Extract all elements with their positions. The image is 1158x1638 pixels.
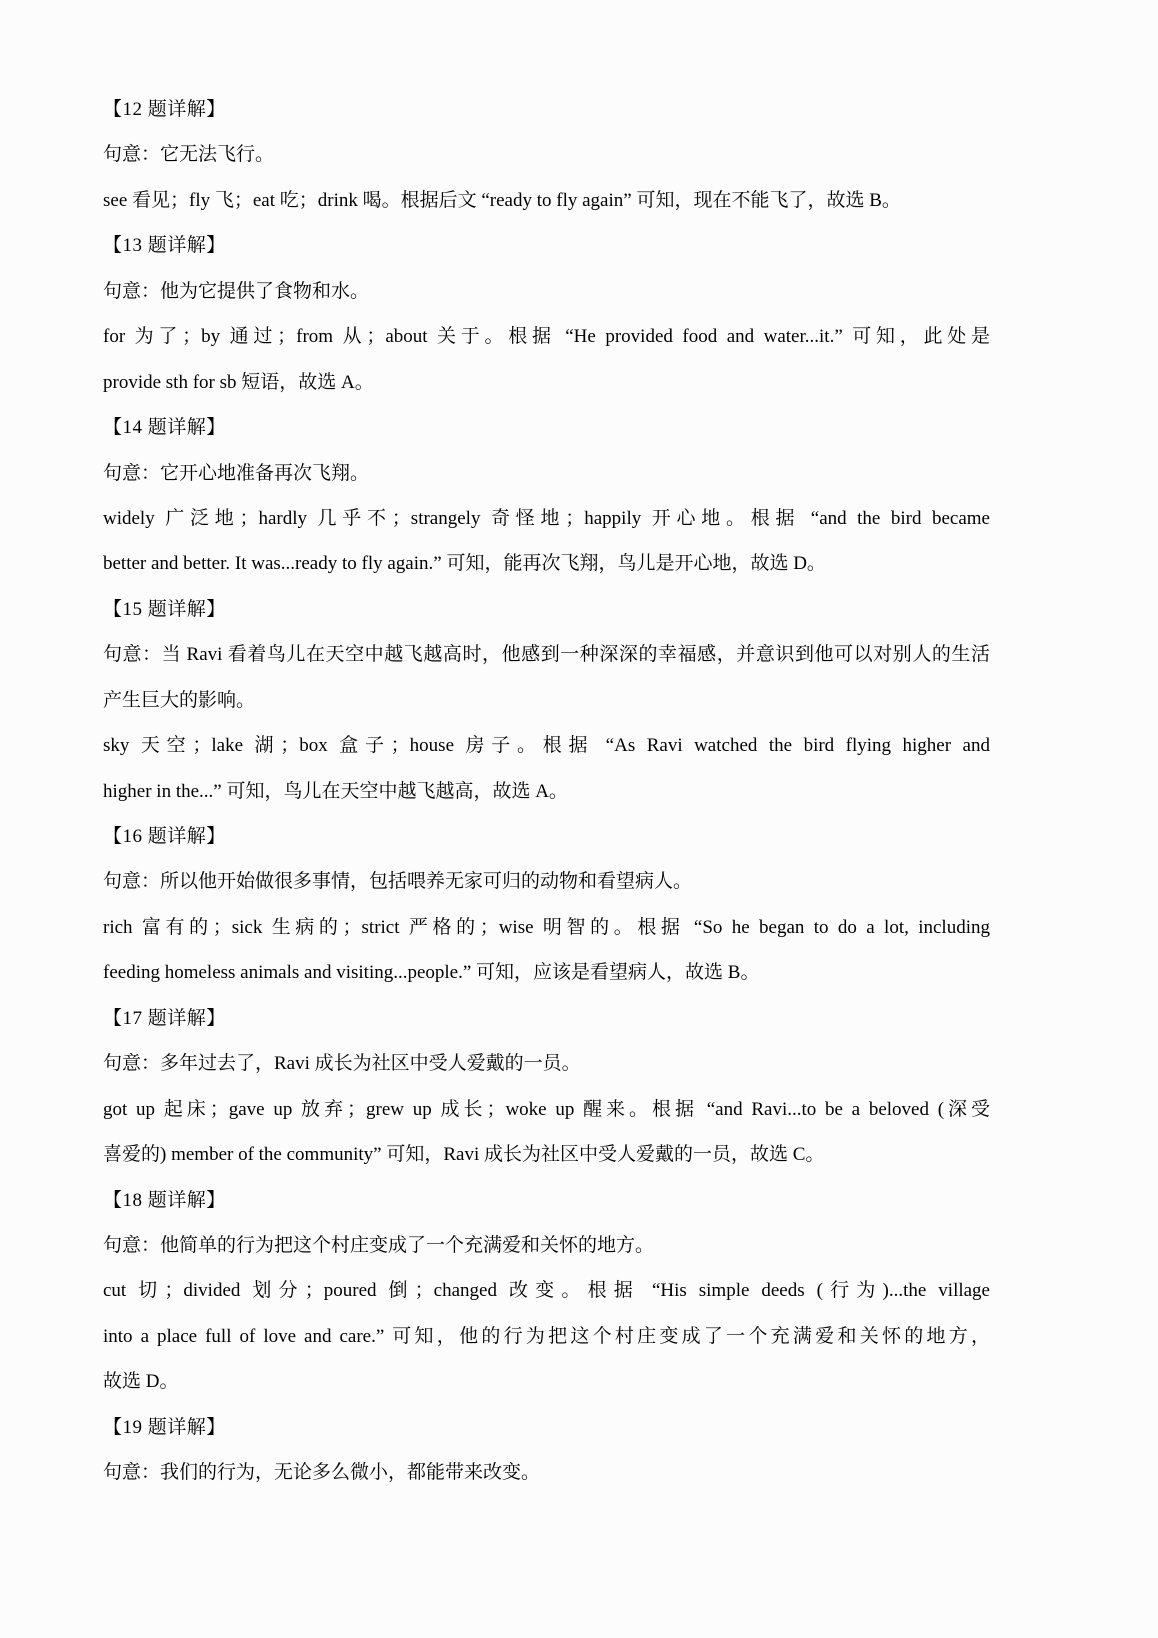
section-18-line-4: 故选 D。 xyxy=(103,1371,179,1393)
section-14-heading: 【14 题详解】 xyxy=(103,417,226,439)
section-17-line-1: 句意：多年过去了，Ravi 成长为社区中受人爱戴的一员。 xyxy=(103,1053,581,1075)
section-18-heading: 【18 题详解】 xyxy=(103,1189,226,1211)
section-15-line-4: higher in the...” 可知，鸟儿在天空中越飞越高，故选 A。 xyxy=(103,780,568,802)
section-12-line-1: 句意：它无法飞行。 xyxy=(103,144,275,166)
section-16-heading: 【16 题详解】 xyxy=(103,826,226,847)
section-19-heading: 【19 题详解】 xyxy=(103,1416,226,1438)
section-14-line-3: better and better. It was...ready to fly again.” 可知，能再次飞翔，鸟儿是开心地，故选 D。 xyxy=(103,553,826,575)
section-15-line-1: 句意：当 Ravi 看着鸟儿在天空中越飞越高时，他感到一种深深的幸福感，并意识到他可以对别人的生活 xyxy=(103,644,990,666)
section-14-line-1: 句意：它开心地准备再次飞翔。 xyxy=(103,462,370,484)
document-content xyxy=(103,87,990,1496)
section-13-line-2: for 为了；by 通过；from 从；about 关于。根据 “He provided food and water...it.” 可知，此处是 xyxy=(103,326,990,348)
section-16-line-1: 句意：所以他开始做很多事情，包括喂养无家可归的动物和看望病人。 xyxy=(103,871,693,893)
section-17-line-3: 喜爱的) member of the community” 可知，Ravi 成长为社区中受人爱戴的一员，故选 C。 xyxy=(103,1144,825,1166)
section-15-heading: 【15 题详解】 xyxy=(103,598,226,620)
section-16-line-2: rich 富有的；sick 生病的；strict 严格的；wise 明智的。根据 “So he began to do a lot, including xyxy=(103,916,990,938)
section-12-line-2: see 看见；fly 飞；eat 吃；drink 喝。根据后文 “ready to fly again” 可知，现在不能飞了，故选 B。 xyxy=(103,189,901,211)
section-12-heading: 【12 题详解】 xyxy=(103,99,226,120)
section-15-line-3: sky 天空；lake 湖；box 盒子；house 房子。根据 “As Ravi watched the bird flying higher and xyxy=(103,735,990,757)
section-16-line-3: feeding homeless animals and visiting...people.” 可知，应该是看望病人，故选 B。 xyxy=(103,962,760,984)
section-15-line-2: 产生巨大的影响。 xyxy=(103,689,256,711)
section-17-line-2: got up 起床；gave up 放弃；grew up 成长；woke up 醒来。根据 “and Ravi...to be a beloved (深受 xyxy=(103,1098,990,1120)
section-13-line-1: 句意：他为它提供了食物和水。 xyxy=(103,280,370,302)
section-17-heading: 【17 题详解】 xyxy=(103,1007,226,1029)
section-19-line-1: 句意：我们的行为，无论多么微小，都能带来改变。 xyxy=(103,1462,541,1484)
section-18-line-2: cut 切；divided 划分；poured 倒；changed 改变。根据 “His simple deeds (行为)...the village xyxy=(103,1280,990,1302)
section-18-line-3: into a place full of love and care.” 可知，他的行为把这个村庄变成了一个充满爱和关怀的地方， xyxy=(103,1325,990,1347)
section-13-line-3: provide sth for sb 短语，故选 A。 xyxy=(103,371,374,393)
section-14-line-2: widely 广泛地；hardly 几乎不；strangely 奇怪地；happily 开心地。根据 “and the bird became xyxy=(103,507,990,529)
section-18-line-1: 句意：他简单的行为把这个村庄变成了一个充满爱和关怀的地方。 xyxy=(103,1234,655,1256)
section-13-heading: 【13 题详解】 xyxy=(103,235,226,257)
